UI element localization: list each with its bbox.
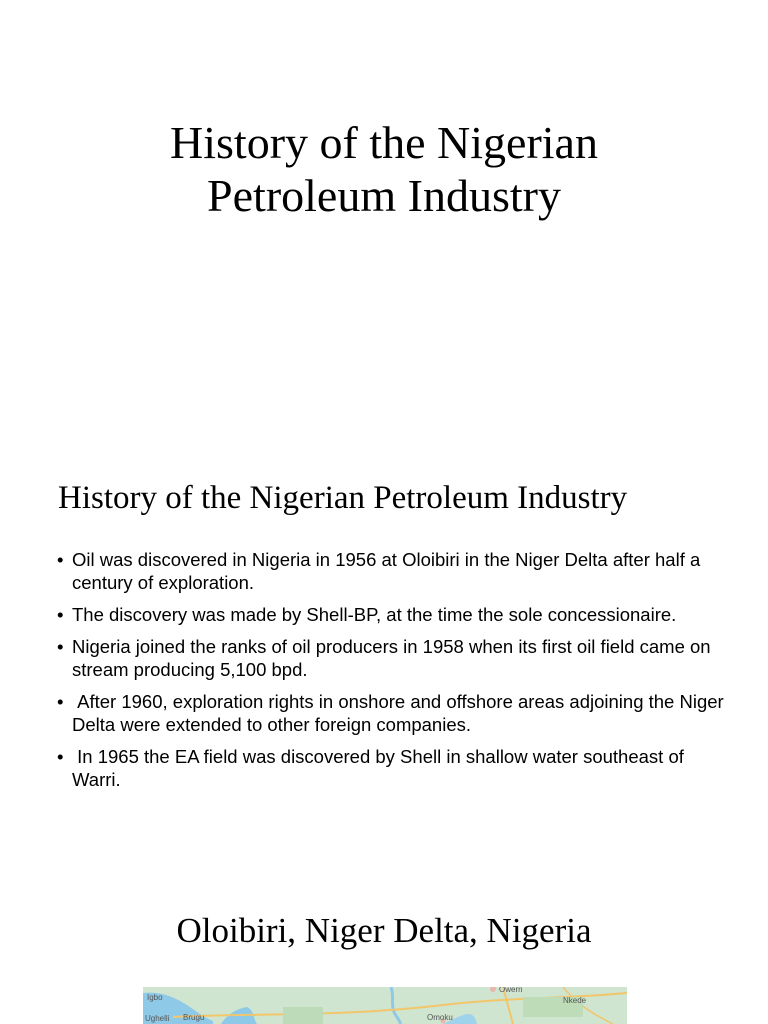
map-label: Igbo — [147, 993, 163, 1002]
map-label: Omoku — [427, 1013, 453, 1022]
bullet-icon: • — [57, 746, 64, 767]
map-image[interactable] — [143, 987, 627, 1024]
bullet-text: In 1965 the EA field was discovered by Shell in shallow water southeast of Warri. — [72, 746, 690, 790]
slide-title: Oloibiri, Niger Delta, Nigeria — [176, 911, 592, 950]
bullet-icon: • — [57, 636, 64, 657]
map-label: Ughelli — [145, 1014, 170, 1023]
slide-title: History of the Nigerian Petroleum Industry — [58, 480, 628, 516]
bullet-icon: • — [57, 604, 64, 625]
map-label: Owerri — [499, 987, 523, 994]
title-line: Petroleum Industry — [207, 170, 561, 221]
bullet-text: After 1960, exploration rights in onshore and offshore areas adjoining the Niger Delta were extended to other foreign companies. — [72, 691, 729, 735]
bullet-item — [56, 690, 736, 736]
slide-title — [0, 116, 768, 222]
bullet-text: Nigeria joined the ranks of oil producers in 1958 when its first oil field came on stream producing 5,100 bpd. — [72, 636, 711, 680]
bullet-item — [56, 745, 736, 791]
bullet-item — [56, 603, 736, 626]
bullet-text: Oil was discovered in Nigeria in 1956 at Oloibiri in the Niger Delta after half a century of exploration. — [72, 549, 701, 593]
map-label: Nkede — [563, 996, 587, 1005]
bullet-text: The discovery was made by Shell-BP, at the time the sole concessionaire. — [72, 604, 677, 625]
map-label: Brugu — [183, 1013, 205, 1022]
bullet-item — [56, 635, 736, 681]
bullet-item — [56, 548, 736, 594]
bullet-icon: • — [57, 691, 64, 712]
bullet-list — [56, 548, 736, 800]
title-slide — [0, 0, 768, 420]
map-slide — [0, 880, 768, 1024]
history-slide — [0, 420, 768, 880]
map-graphic — [143, 987, 627, 1024]
bullet-icon: • — [57, 549, 64, 570]
title-line: History of the Nigerian — [170, 117, 598, 168]
